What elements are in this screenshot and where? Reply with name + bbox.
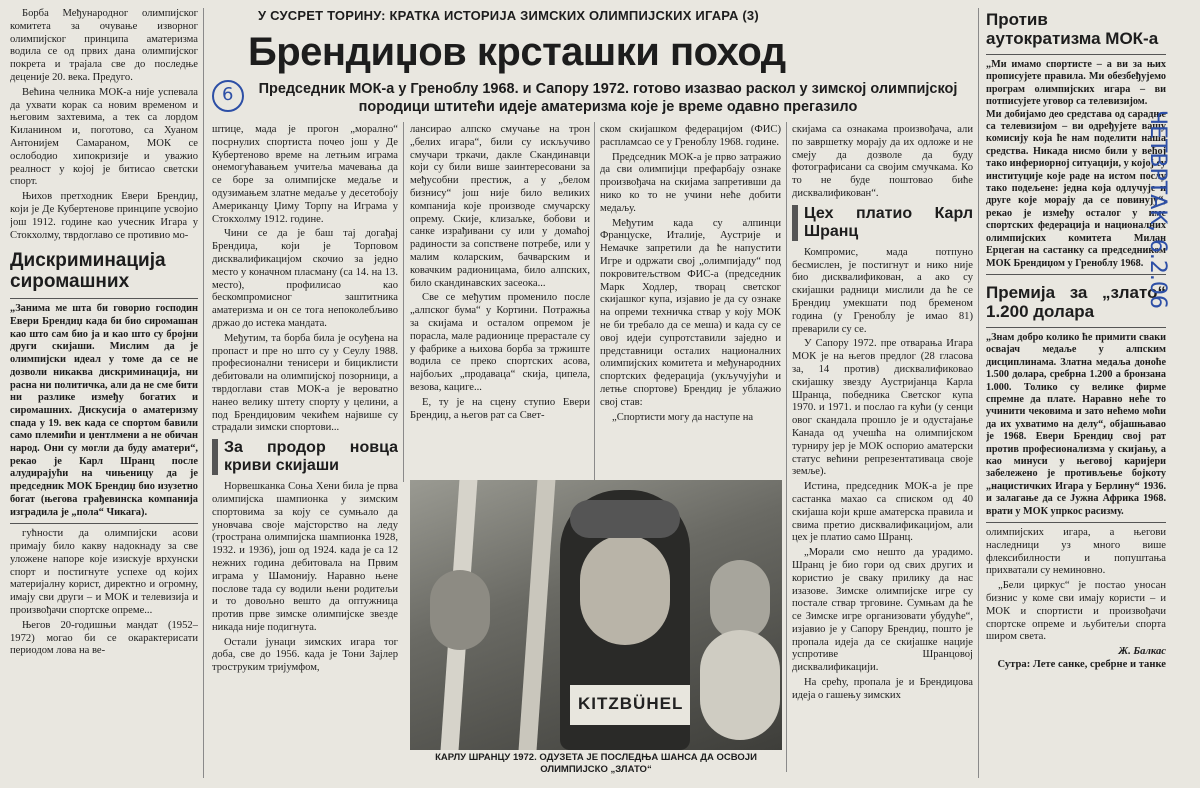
paragraph: У Сапору 1972. пре отварања Игара МОК је на његов предлог (28 гласова за, 14 против) дисквалификовао скијашку звезду Аустријанца Карла Шранца, победника Светског купа 1970. и 1971. и послао га кући (у сенци овог скандала прошло је и одустајање Канада од учешћа на олимпијском турниру јер је МОК оспорио аматерски статус већини репрезентативаца своје земље). — [792, 338, 973, 478]
bib-text: KITZBÜHEL — [578, 694, 684, 713]
paragraph: Компромис, мада потпуно бесмислен, је постигнут и нико није био дисквалификован, а ако су скијашки радници мислили да ће се Брендиџ умекшати под бременом година (у Греноблу је имао 81) преварили су се. — [792, 246, 973, 335]
author-signature: Ж. Балкас — [1118, 646, 1166, 658]
paragraph: „Бели циркус“ је постао уносан бизнис у коме сви имају користи – и МОК и спортисти и произвођачи спортске опреме и љубитељи спорта широм света. — [986, 580, 1166, 643]
sidebar-heading-2: Премија за „злато“ 1.200 долара — [986, 282, 1166, 321]
paragraph: Његов 20-годишњи мандат (1952–1972) могао би се окарактерисати периодом лова на ве- — [10, 619, 198, 657]
headline: Брендиџов крсташки поход — [248, 30, 786, 74]
handwritten-circled-number — [212, 80, 244, 112]
paragraph: Председник МОК-а је прво затражио да сви олимпијци префарбају ознаке произвођача на скијама запретивши да нико ко то не учини неће добити медаљу. — [600, 151, 781, 214]
photo-caption: КАРЛУ ШРАНЦУ 1972. ОДУЗЕТА ЈЕ ПОСЛЕДЊА ШАНСА ДА ОСВОЈИ ОЛИМПИЈСКО „ЗЛАТО“ — [435, 752, 757, 775]
quote-box: „Занима ме шта би говорио господин Евери Брендиџ када би био сиромашан као што сам био ја и као што су бројни други скијаши. Мислим да је олимпијски идеал у томе да се не дозволи никаква дискриминација, ни расна ни политичка, али да не сме бити ни разлике између богатих и сиромашних. Дискусија о аматеризму спада у 19. век када се спортом бавили само племићи и џентлмени а не обичан народ. Они су могли да буду аматери“, рекао је Карл Шранц после алудирајући на чињеницу да је председник МОК Брендиџ био изузетно богат (његова грађевинска компанија изградила је „пола“ Чикага). — [10, 298, 198, 524]
handwritten-date-note: ЧЕТВРТАК, 6.2.06 — [1145, 110, 1170, 309]
paragraph: „Морали смо нешто да урадимо. Шранц је био гори од свих других и користио је сваку прилику да нас изазове. Зимске олимпијске игре су постале ствар трговине. Сумњам да ће се Зимске игре организовати убудуће“, изјавио је у Сапору Брендиџ, пошто је пропала идеја да се скијашке нације успротиве Шранцовој дисквалификацији. — [792, 547, 973, 674]
kicker: У СУСРЕТ ТОРИНУ: КРАТКА ИСТОРИЈА ЗИМСКИХ ОЛИМПИЈСКИХ ИГАРА (3) — [258, 8, 759, 23]
paragraph: лансирао алпско смучање на трон „белих игара“, били су искључиво смучари тркачи, дакле Скандинавци који су били више заинтересовани за међусобни престиж, а у „белом бизнису“ још није било великих компанија које производе смучарску опрему. Скије, клизаљке, бобови и санке израђивани су или у домаћој радиности за сопствене потребе, или у малим коларским, бачварским и ковачким радионицама, било алпских, било скандинавских засеока... — [410, 124, 590, 289]
photo-karl-schranz — [410, 480, 782, 750]
paragraph: олимпијских игара, а његови наследници уз много више флексибилности и попуштања прихватали су неминовно. — [986, 527, 1166, 577]
paragraph: Борба Међународног олимпијског комитета за очување изворног олимпијског принципа аматеризма водила се од првих дана олимпијског покрета и трајала све до последње деценије 20. века. Предуго. — [10, 8, 198, 83]
paragraph: Међутим када су алпинци Француске, Италије, Аустрије и Немачке запретили да ће напустити Игре и одржати свој „олимпијаду“ под покровитељством ФИС-а (председник Марк Ходлер, творац светског скијашког купа, изјавио је да су ознаке на опреми техничка ствар у коју МОК не би требало да се меша) и када су се овој идеји супротставили заједно и представници осталих националних олимпијских комитета и међународних спортских федерација (укључујући и летње спортове) Брендиџ је ублажио свој став: — [600, 217, 781, 408]
column-4 — [600, 124, 781, 476]
paragraph: гућности да олимпијски асови примају било какву надокнаду за све уложене напоре које изискује врхунски спорт и постигнуте успехе од којих материјалну корист, директно и огромну, имају сви други – и МОК и телевизија и произвођачи спортске опреме... — [10, 528, 198, 617]
paragraph: Већина челника МОК-а није успевала да ухвати корак са новим временом и његовим захтевима, а тек са лордом Киланином и, поготово, са Хуаном Антонијем Самараном, МОК се ослободио хипокризије и уважио реалност у којој је битисао светски спорт. — [10, 86, 198, 188]
subheading: За продор новца криви скијаши — [212, 439, 398, 475]
paragraph: Истина, председник МОК-а је пре састанка махао са списком од 40 скијаша који крше аматерска правила и свима претио дисквалификацијом, али цех је платио само Шранц. — [792, 481, 973, 544]
sidebar — [986, 8, 1166, 784]
sidebar-quote-2: „Знам добро колико ће примити сваки освајач медаље у алпским дисциплинама. Златна медаља доноће 1.500 долара, сребрна 1.200 а бронзана 1.000. Толико су велике фирме спремне да плате. Наравно неће то учинити чековима и зато нећемо моћи да их ухватимо на делу“, објашњавао је 1968. Евери Брендиџ свој рат против професионализма у скијању, а као минуси у његовој каријери забележено је противљење бојкоту „нацистичких Игара у Берлину“ 1936. и залагање да се Јужна Африка 1968. врати у МОК упркос расизму. — [986, 327, 1166, 523]
column-2 — [212, 124, 398, 784]
paragraph: Њихов претходник Евери Брендиџ, који је Де Кубертенове принципе усвојио још 1912. године као учесник Игара у Стокхолму, тврдоглаво се противио мо- — [10, 191, 198, 241]
column-1 — [10, 8, 198, 784]
next-episode: Сутра: Лете санке, сребрне и танке — [997, 658, 1166, 670]
sidebar-quote-1: „Ми имамо спортисте – а ви за њих прописујете правила. Ми обезбеђујемо програм олимпијских игара – ви потписујете уговор са телевизијом. Ми добијамо део средстава од сарадње са телевизијом – ви одређујете вашу комисију која ће нам поделити нашa средства. Никада нисмо били у већој тако инфериорној ситуацији, у којој су институције које раде на истом послу тако подељене: једна која одлучује и друге које морају да се повинују“, рекао је између осталог у име спортских федерација и националних олимпијских комитета Милан Ерцеган на састанку са председником МОК Брендиџом у Греноблу 1968. — [986, 54, 1166, 275]
paragraph: штице, мада је прогон „морално“ посрнулих спортиста почео још у Де Кубертеново време на летњим играма онемогућавањем учитеља мачевања да се боре за олимпијске медаље и одузимањем златне медаље у десетобоју Американцу Џиму Торпу на Играма у Стокхолму 1912. године. — [212, 124, 398, 225]
column-5 — [792, 124, 973, 784]
paragraph: скијама са ознакама произвођача, али по завршетку морају да их одложе и не смеју да дозволе да буду фотографисани са својим смучкама. Ко то не буде поштовао биће дисквалификован“. — [792, 124, 973, 199]
paragraph: „Спортисти могу да наступе на — [612, 411, 754, 423]
handwritten-number: 6 — [222, 84, 234, 105]
paragraph: Све се међутим променило после „алпског бума“ у Кортини. Потражња за скијама и осталом опремом је порасла, мале радионице прерастале су у фабрике а њихова борба за тржиште водила се преко спортских асова, најбољих „продаваца“ скија, ципела, везова, кациге... — [410, 292, 590, 393]
column-3 — [410, 124, 590, 476]
dek: Председник МОК-а у Греноблу 1968. и Сапору 1972. готово изазвао раскол у зимској олимпијској породици штитећи идеје аматеризма које је време одавно прегазило — [258, 81, 958, 115]
paragraph: Остали јунаци зимских игара тог доба, све до 1956. када је Тони Зајлер троструким тријумфом, — [212, 636, 398, 674]
subheading: Цех платио Карл Шранц — [792, 205, 973, 241]
sidebar-heading-1: Против аутократизма МОК-а — [986, 10, 1159, 48]
paragraph: На срећу, пропала је и Брендиџова идеја о гашењу зимских — [792, 677, 973, 701]
subheading: Дискриминација сиромашних — [10, 250, 166, 293]
paragraph: ском скијашком федерацијом (ФИС) распламсао се у Греноблу 1968. године. — [600, 124, 781, 148]
paragraph: Међутим, та борба била је осуђена на пропаст и пре но што су у Сеулу 1988. професионални тенисери и бициклисти дебитовали на олимпијској позорници, а тврдоглави став МОК-а је вероватно нанео велику штету спорту у целини, а под Брендиџовим чекићем највише су страдали зимски спортови... — [212, 332, 398, 434]
paragraph: Е, ту је на сцену ступио Евери Брендиџ, а његов рат са Свет- — [410, 396, 590, 421]
paragraph: Норвешканка Соња Хени била је прва олимпијска шампионка у зимским спортовима за коју се сумњало да уновчава своје мајсторство на леду (тространа олимпијска шампионка 1928, 1932. и 1936), још од 1924. када је са 12 нежних година дебитовала на Првим играма у Шамонију. Наравно њене послове тада су водили њени родитељи и то довољно вешто да оптужница против прве зимске олимпијске звезде никада није подигнута. — [212, 481, 398, 633]
paragraph: Чини се да је баш тај догађај Брендиџа, који је Торповом дисквалификацијом скочио за једно место у коначном пласману (са 14. на 13. место), профилисао као бескомпромисног заштитника аматеризма и он се тога непоколебљиво држао до истека мандата. — [212, 228, 398, 329]
